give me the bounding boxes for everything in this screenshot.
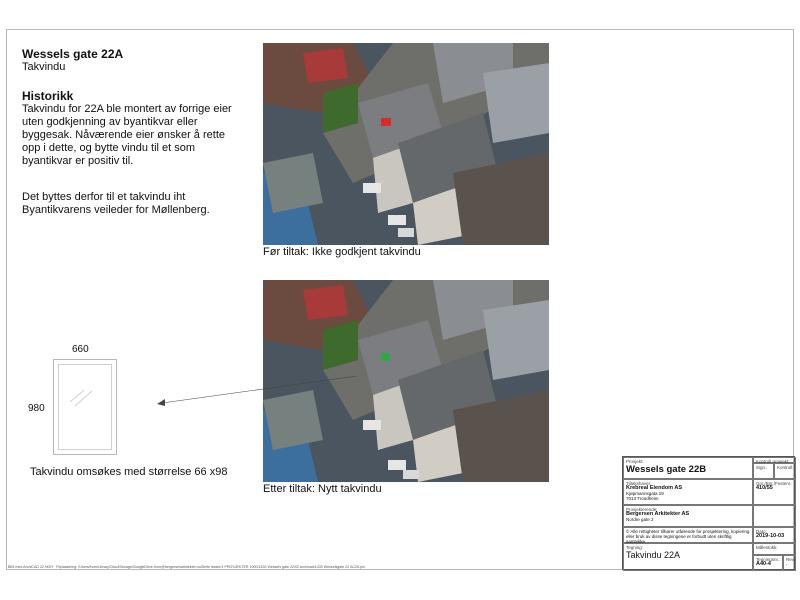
aerial-photo-before [263,43,549,245]
tb-rev: - [786,562,788,567]
tb-drawing-label: Tegning: [626,545,644,550]
tb-control-label: Kontroll prosjekt: [756,459,790,464]
tb-designer-label: Prosjekterende: [626,507,658,512]
history-heading: Historikk [22,89,74,103]
new-skylight-marker [381,353,390,361]
title-block [622,456,795,570]
tb-client-addr2: 7013 Trondheim [626,496,659,501]
tb-designer-addr: Nordre gate 2 [626,517,654,522]
tb-designer-cell [623,505,753,527]
after-caption: Etter tiltak: Nytt takvindu [263,483,382,495]
tb-sign-label: Sign.: [756,465,768,470]
aerial-photo-after [263,280,549,482]
old-skylight-marker [381,118,391,126]
window-width-label: 660 [72,344,89,355]
tb-client-name: Krebreal Eiendom AS [626,485,683,491]
tb-client-cell [623,479,753,505]
document-title: Wessels gate 22A [22,47,124,61]
tb-rev-cell [783,555,796,571]
tb-gnr: 410/55 [756,485,773,491]
tb-scale-label: Målestokk: [756,545,778,550]
tb-date-cell [753,527,796,543]
window-frame-inner [58,364,112,450]
tb-project: Wessels gate 22B [626,464,707,475]
tb-drawing-title: Takvindu 22A [626,550,681,560]
tb-blank-cell [753,505,796,527]
tb-project-cell [623,457,753,479]
tb-drawing-no-label: Tegningsnr.: [756,557,781,562]
tb-client-label: Tiltakshaver: [626,481,652,486]
tb-drawing-no-cell [753,555,783,571]
tb-date-label: Dato: [756,529,767,534]
tb-kontroll-cell [774,463,796,479]
tb-gnr-label: Gnr./Bnr./Festenr.: [756,481,793,486]
tb-kontroll-label: Kontroll: [777,465,794,470]
tb-sign-cell [753,463,774,479]
tb-rights: © Alle rettigheter tilhører utførende for prosjektering, kopiering eller bruk av disse tegningene er forbudt uten skriftlig samtykke [626,529,750,544]
history-paragraph-1: Takvindu for 22A ble montert av forrige eier uten godkjenning av byantikvar eller byggesak. Nåværende eier ønsker å rette opp i dette, og bytte vindu til et som byantikvar er positiv til. [22,103,232,167]
before-caption: Før tiltak: Ikke godkjent takvindu [263,246,421,258]
tb-rights-cell [623,527,753,543]
tb-client-addr1: Kjøpmannsgata 19 [626,491,664,496]
tb-date: 2019-10-03 [756,533,785,539]
tb-designer-name: Bergersen Arkitekter AS [626,511,690,517]
tb-scale-cell [753,543,796,555]
tb-project-label: Prosjekt: [626,459,644,464]
history-paragraph-2: Det byttes derfor til et takvindu iht Byantikvarens veileder for Møllenberg. [22,191,210,216]
window-height-label: 980 [28,403,45,414]
tb-gnr-cell [753,479,796,505]
tb-drawing-no: A40-4 [756,561,771,567]
footer-file-path: BIM med ArchiCAD 22 NOR · Filplassering: /Users/from/Library/CloudStorage/GoogleDrive-from@bergersenarkitekter.no/Delte disker/1 PROSJEKTER 1900/1430 Wessels gate 22/02 Archicad/1430 Wesselsgate 22 AC26.pln [8,565,365,569]
window-caption: Takvindu omsøkes med størrelse 66 x98 [30,466,228,478]
document-subtitle: Takvindu [22,61,66,73]
tb-rev-label: Rev.: [786,557,797,562]
tb-drawing-cell [623,543,753,571]
